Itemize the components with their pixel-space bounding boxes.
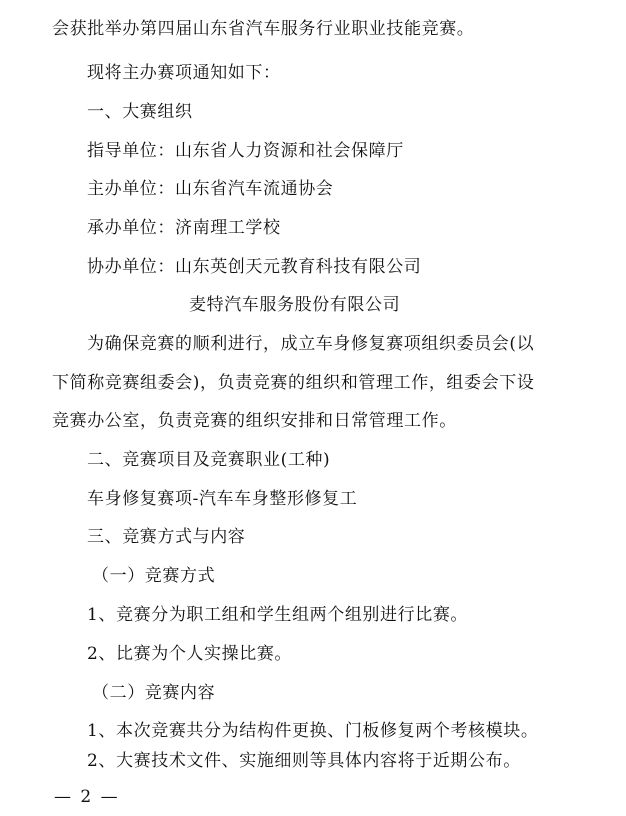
list-item: 1、竞赛分为职工组和学生组两个组别进行比赛。: [87, 605, 469, 625]
paragraph-line: 竞赛办公室，负责竞赛的组织安排和日常管理工作。: [52, 411, 457, 431]
section-heading: 一、大赛组织: [87, 102, 193, 122]
list-item: 1、本次竞赛共分为结构件更换、门板修复两个考核模块。: [87, 721, 539, 741]
list-item: 2、比赛为个人实操比赛。: [87, 644, 293, 664]
subsection-heading: （二）竞赛内容: [92, 683, 216, 703]
paragraph-line: 承办单位：济南理工学校: [87, 218, 281, 238]
paragraph-line: 为确保竞赛的顺利进行，成立车身修复赛项组织委员会(以: [87, 334, 535, 354]
paragraph-line: 协办单位：山东英创天元教育科技有限公司: [87, 257, 422, 277]
list-item: 2、大赛技术文件、实施细则等具体内容将于近期公布。: [87, 751, 521, 771]
paragraph-line: 车身修复赛项-汽车车身整形修复工: [87, 489, 358, 509]
paragraph-line: 现将主办赛项通知如下：: [87, 63, 281, 83]
paragraph-line: 指导单位：山东省人力资源和社会保障厅: [87, 141, 404, 161]
page-number: — 2 —: [54, 787, 120, 807]
paragraph-line: 麦特汽车服务股份有限公司: [189, 295, 401, 315]
paragraph-line: 会获批举办第四届山东省汽车服务行业职业技能竞赛。: [52, 19, 475, 39]
subsection-heading: （一）竞赛方式: [92, 566, 216, 586]
section-heading: 三、竞赛方式与内容: [87, 527, 246, 547]
paragraph-line: 下简称竞赛组委会)，负责竞赛的组织和管理工作，组委会下设: [52, 373, 535, 393]
section-heading: 二、竞赛项目及竞赛职业(工种): [87, 450, 331, 470]
paragraph-line: 主办单位：山东省汽车流通协会: [87, 179, 334, 199]
